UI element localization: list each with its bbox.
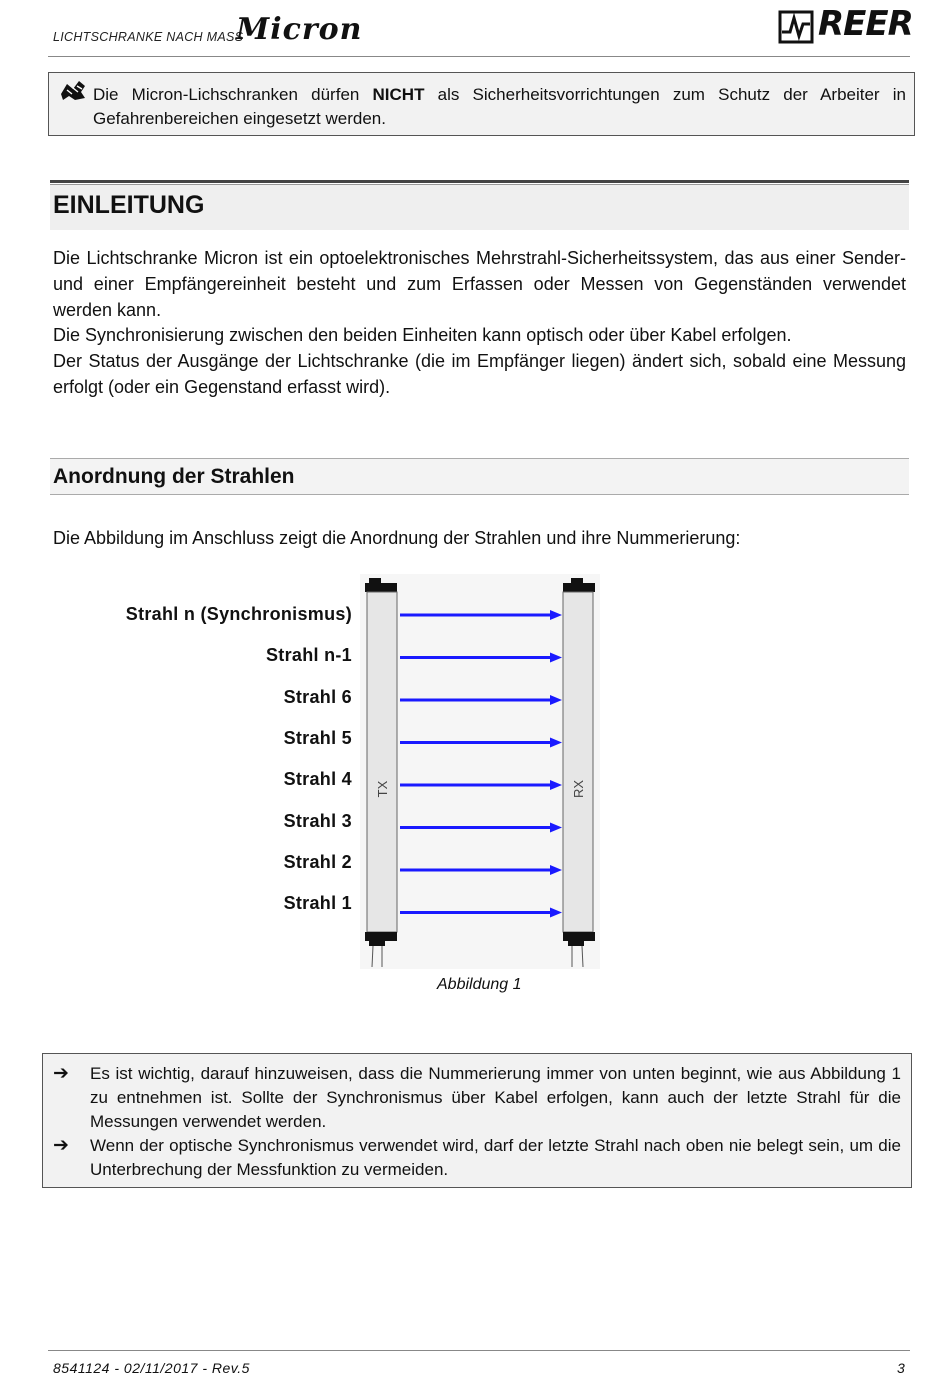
beam-label: Strahl 3: [283, 810, 352, 831]
beam-label: Strahl n (Synchronismus): [125, 604, 352, 624]
intro-paragraph-2: Die Synchronisierung zwischen den beiden Einheiten kann optisch oder über Kabel erfolgen.: [53, 325, 792, 345]
beam-label: Strahl 6: [283, 686, 352, 707]
footer-divider: [48, 1350, 910, 1351]
warning-text: Die Micron-Lichschranken dürfen NICHT als Sicherheitsvorrichtungen zum Schutz der Arbeiter in Gefahrenbereichen eingesetzt werden.: [93, 85, 907, 128]
micron-logo: Micron: [236, 12, 363, 47]
header-doc-title: LICHTSCHRANKE NACH MASS: [53, 30, 244, 44]
beam-label: Strahl 5: [283, 727, 352, 748]
section-rule: [50, 180, 909, 183]
section-title-einleitung: EINLEITUNG: [53, 191, 205, 219]
warning-emphasis: NICHT: [372, 85, 425, 104]
rx-unit: [563, 578, 595, 967]
tx-unit: [365, 578, 397, 967]
arrow-right-icon: ➔: [53, 1063, 69, 1084]
reer-waveform-icon: [778, 10, 814, 44]
hand-note-icon: [59, 80, 87, 102]
rx-label: RX: [571, 779, 586, 799]
reer-logo: REER: [818, 4, 913, 44]
note-item-1: Es ist wichtig, darauf hinzuweisen, dass die Nummerierung immer von unten beginnt, wie aus Abbildung 1 zu entnehmen ist. Sollte der Synchronismus über Kabel erfolgen, kann auch der letzte Strahl für die Messungen verwendet werden.: [90, 1064, 901, 1131]
beam-label: Strahl 2: [283, 851, 352, 872]
footer-doc-ref: 8541124 - 02/11/2017 - Rev.5: [53, 1360, 250, 1376]
beam-arrangement-figure: [360, 574, 600, 974]
note-item-2: Wenn der optische Synchronismus verwendet wird, darf der letzte Strahl nach oben nie belegt sein, um die Unterbrechung der Messfunktion zu vermeiden.: [90, 1136, 901, 1179]
subsection-title-anordnung: Anordnung der Strahlen: [53, 465, 295, 488]
beam-label: Strahl n-1: [265, 645, 352, 666]
tx-label: TX: [375, 780, 390, 798]
figure-intro-text: Die Abbildung im Anschluss zeigt die Anordnung der Strahlen und ihre Nummerierung:: [53, 528, 741, 548]
intro-paragraph-1: Die Lichtschranke Micron ist ein optoelektronisches Mehrstrahl-Sicherheitssystem, das aus einer Sender- und einer Empfängereinheit besteht und zum Erfassen oder Messen von Gegenständen verwendet werden kann.: [53, 248, 906, 320]
beam-label: Strahl 1: [283, 893, 352, 914]
figure-caption: Abbildung 1: [437, 976, 522, 993]
arrow-right-icon: ➔: [53, 1135, 69, 1156]
page-number: 3: [897, 1360, 905, 1376]
intro-paragraph-3: Der Status der Ausgänge der Lichtschranke (die im Empfänger liegen) ändert sich, sobald eine Messung erfolgt (oder ein Gegenstand erfasst wird).: [53, 351, 906, 397]
beam-label: Strahl 4: [283, 769, 352, 790]
header-divider: [48, 56, 910, 57]
